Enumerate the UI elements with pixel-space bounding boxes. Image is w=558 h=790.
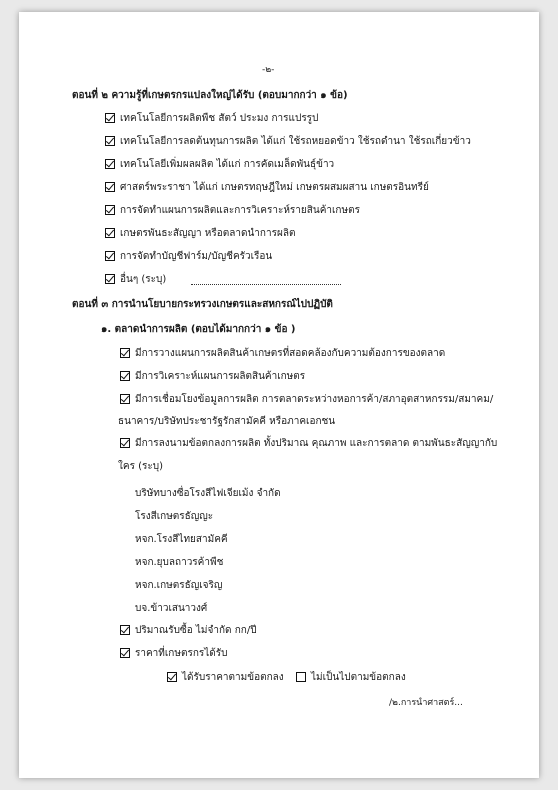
part3-item-label: มีการลงนามข้อตกลงการผลิต ทั้งปริมาณ คุณภาพ และการตลาด ตามพันธะสัญญากับ — [135, 438, 498, 449]
checkbox-icon[interactable] — [120, 625, 130, 635]
checkbox-icon[interactable] — [120, 371, 130, 381]
checkbox-icon[interactable] — [120, 394, 130, 404]
purchase-quantity-label: ปริมาณรับซื้อ ไม่จำกัด กก/ปี — [135, 625, 257, 636]
checkbox-icon[interactable] — [105, 113, 115, 123]
part3-item-label-continued: ธนาคาร/บริษัทประชารัฐรักสามัคคี หรือภาคเอกชน — [118, 416, 336, 427]
partner-item: หจก.เกษตรธัญเจริญ — [135, 580, 223, 591]
part2-title: ตอนที่ ๒ ความรู้ที่เกษตรกรแปลงใหญ่ได้รับ (ตอบมากกว่า ๑ ข้อ) — [72, 90, 348, 101]
partner-item: บริษัทบางซื่อโรงสีไฟเจียเม้ง จำกัด — [135, 488, 281, 499]
part2-item-label: ศาสตร์พระราชา ได้แก่ เกษตรทฤษฎีใหม่ เกษตรผสมผสาน เกษตรอินทรีย์ — [120, 182, 429, 193]
part3-item-label-continued: ใคร (ระบุ) — [118, 461, 164, 472]
farmer-price-label: ราคาที่เกษตรกรได้รับ — [135, 648, 228, 659]
continuation-note: /๒.การนำศาสตร์... — [389, 698, 463, 708]
checkbox-icon[interactable] — [105, 136, 115, 146]
part3-item-label: มีการวางแผนการผลิตสินค้าเกษตรที่สอดคล้องกับความต้องการของตลาด — [135, 348, 446, 359]
checkbox-icon[interactable] — [167, 672, 177, 682]
partner-item: หจก.โรงสีไทยสามัคคี — [135, 534, 228, 545]
part2-item-label: เทคโนโลยีการผลิตพืช สัตว์ ประมง การแปรรูป — [120, 113, 319, 124]
part2-item-label: เทคโนโลยีการลดต้นทุนการผลิต ได้แก่ ใช้รถหยอดข้าว ใช้รถดำนา ใช้รถเกี่ยวข้าว — [120, 136, 471, 147]
page-number: -๒- — [262, 65, 275, 75]
partner-item: หจก.ยุบลถาวรค้าพืช — [135, 557, 224, 568]
partner-item: โรงสีเกษตรธัญญะ — [135, 511, 214, 522]
part2-item-label: การจัดทำแผนการผลิตและการวิเคราะห์รายสินค้าเกษตร — [120, 205, 360, 216]
part2-item-label: การจัดทำบัญชีฟาร์ม/บัญชีครัวเรือน — [120, 251, 273, 262]
checkbox-icon[interactable] — [120, 348, 130, 358]
checkbox-icon[interactable] — [105, 274, 115, 284]
checkbox-icon[interactable] — [120, 438, 130, 448]
part3-item-label: มีการวิเคราะห์แผนการผลิตสินค้าเกษตร — [135, 371, 306, 382]
checkbox-icon[interactable] — [296, 672, 306, 682]
part2-item-label: เทคโนโลยีเพิ่มผลผลิต ได้แก่ การคัดเมล็ดพันธุ์ข้าว — [120, 159, 335, 170]
partner-item: บจ.ข้าวเสนาวงศ์ — [135, 603, 208, 614]
checkbox-icon[interactable] — [105, 228, 115, 238]
price-option-label: ไม่เป็นไปตามข้อตกลง — [311, 672, 406, 683]
part2-item-label: เกษตรพันธะสัญญา หรือตลาดนำการผลิต — [120, 228, 296, 239]
fill-in-line[interactable] — [191, 284, 341, 285]
part2-item-label: อื่นๆ (ระบุ) — [120, 274, 167, 285]
part3-item-label: มีการเชื่อมโยงข้อมูลการผลิต การตลาดระหว่างหอการค้า/สภาอุตสาหกรรม/สมาคม/ — [135, 394, 494, 405]
document-page — [19, 12, 539, 778]
price-option-label: ได้รับราคาตามข้อตกลง — [182, 672, 284, 683]
checkbox-icon[interactable] — [105, 251, 115, 261]
checkbox-icon[interactable] — [120, 648, 130, 658]
section1-title: ๑. ตลาดนำการผลิต (ตอบได้มากกว่า ๑ ข้อ ) — [101, 324, 296, 335]
checkbox-icon[interactable] — [105, 182, 115, 192]
checkbox-icon[interactable] — [105, 205, 115, 215]
checkbox-icon[interactable] — [105, 159, 115, 169]
part3-title: ตอนที่ ๓ การนำนโยบายกระทรวงเกษตรและสหกรณ์ไปปฏิบัติ — [72, 299, 333, 310]
